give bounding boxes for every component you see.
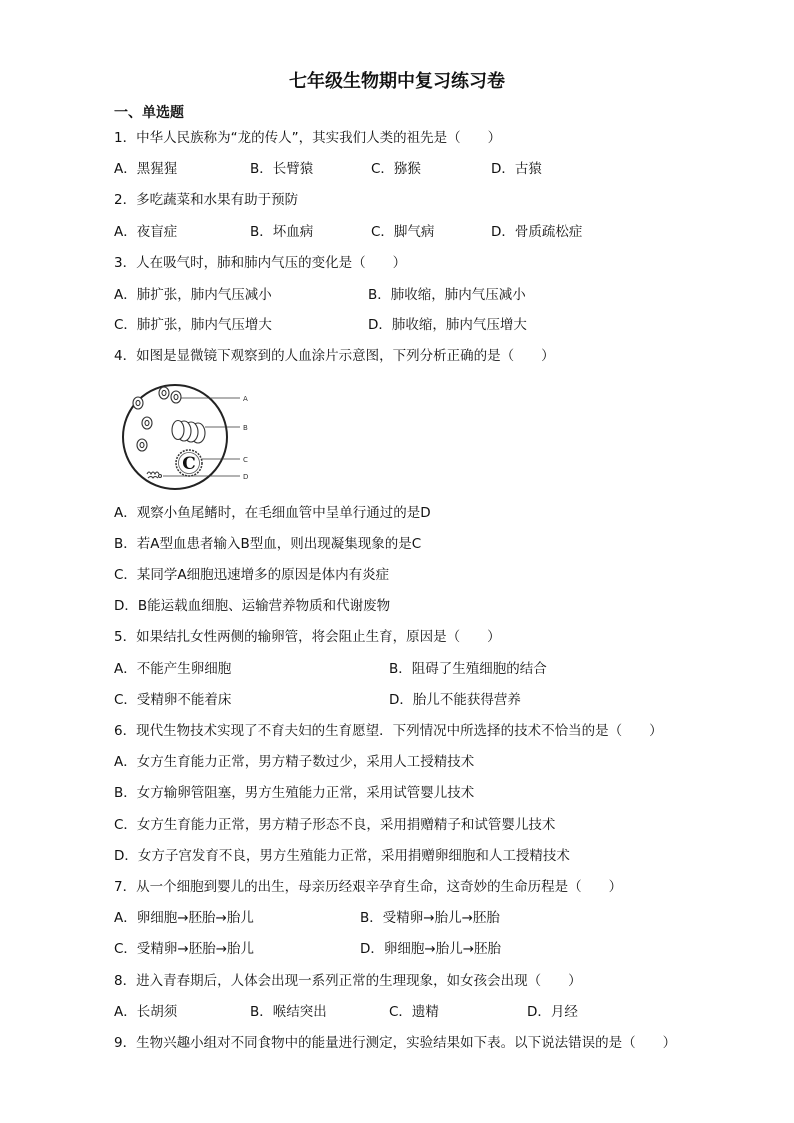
q2-option-b: B．坏血病 [250, 224, 314, 240]
q8-option-d: D．月经 [527, 1004, 578, 1020]
q8-option-a: A．长胡须 [114, 1004, 178, 1020]
q7-option-d: D．卵细胞→胎儿→胚胎 [360, 941, 502, 957]
q6-option-d: D．女方子宫发育不良，男方生殖能力正常，采用捐赠卵细胞和人工授精技术 [114, 848, 570, 864]
q4-option-c: C．某同学A细胞迅速增多的原因是体内有炎症 [114, 567, 390, 583]
question-3-stem: 3．人在吸气时，肺和肺内气压的变化是（ ） [114, 255, 407, 271]
q8-option-c: C．遗精 [389, 1004, 439, 1020]
red-blood-cells [133, 387, 181, 451]
label-b: B [243, 424, 248, 432]
blood-smear-diagram [114, 381, 264, 495]
q6-option-b: B．女方输卵管阻塞，男方生殖能力正常，采用试管婴儿技术 [114, 785, 475, 801]
question-1-stem: 1．中华人民族称为“龙的传人”，其实我们人类的祖先是（ ） [114, 130, 502, 146]
q2-option-a: A．夜盲症 [114, 224, 178, 240]
question-2-stem: 2．多吃蔬菜和水果有助于预防 [114, 192, 299, 208]
q1-option-c: C．猕猴 [371, 161, 421, 177]
q3-option-b: B．肺收缩，肺内气压减小 [368, 287, 526, 303]
q4-option-d: D．B能运载血细胞、运输营养物质和代谢废物 [114, 598, 391, 614]
q4-option-a: A．观察小鱼尾鳍时，在毛细血管中呈单行通过的是D [114, 505, 431, 521]
platelets [147, 472, 162, 478]
q1-option-b: B．长臂猿 [250, 161, 314, 177]
question-7-stem: 7．从一个细胞到婴儿的出生，母亲历经艰辛孕育生命，这奇妙的生命历程是（ ） [114, 879, 623, 895]
q7-option-a: A．卵细胞→胚胎→胎儿 [114, 910, 254, 926]
q4-option-b: B．若A型血患者输入B型血，则出现凝集现象的是C [114, 536, 422, 552]
question-5-stem: 5．如果结扎女性两侧的输卵管，将会阻止生育，原因是（ ） [114, 629, 501, 645]
q8-option-b: B．喉结突出 [250, 1004, 327, 1020]
q5-option-b: B．阻碍了生殖细胞的结合 [389, 661, 547, 677]
section-heading: 一、单选题 [114, 105, 184, 121]
q2-option-d: D．骨质疏松症 [491, 224, 583, 240]
q5-option-c: C．受精卵不能着床 [114, 692, 232, 708]
label-c: C [243, 456, 248, 464]
q7-option-c: C．受精卵→胚胎→胎儿 [114, 941, 255, 957]
question-4-stem: 4．如图是显微镜下观察到的人血涂片示意图，下列分析正确的是（ ） [114, 348, 555, 364]
label-d: D [243, 473, 249, 481]
page-title: 七年级生物期中复习练习卷 [289, 71, 505, 92]
label-a: A [243, 395, 248, 403]
q5-option-a: A．不能产生卵细胞 [114, 661, 232, 677]
white-cell-letter: C [182, 454, 196, 474]
q3-option-a: A．肺扩张，肺内气压减小 [114, 287, 272, 303]
q6-option-a: A．女方生育能力正常，男方精子数过少，采用人工授精技术 [114, 754, 475, 770]
q3-option-d: D．肺收缩，肺内气压增大 [368, 317, 527, 333]
stacked-red-cells [172, 421, 205, 444]
q1-option-a: A．黑猩猩 [114, 161, 178, 177]
q7-option-b: B．受精卵→胎儿→胚胎 [360, 910, 500, 926]
question-6-stem: 6．现代生物技术实现了不育夫妇的生育愿望．下列情况中所选择的技术不恰当的是（ ） [114, 723, 663, 739]
question-9-stem: 9．生物兴趣小组对不同食物中的能量进行测定，实验结果如下表。以下说法错误的是（ ） [114, 1035, 677, 1051]
q2-option-c: C．脚气病 [371, 224, 435, 240]
q3-option-c: C．肺扩张，肺内气压增大 [114, 317, 272, 333]
q1-option-d: D．古猿 [491, 161, 542, 177]
q5-option-d: D．胎儿不能获得营养 [389, 692, 521, 708]
question-8-stem: 8．进入青春期后，人体会出现一系列正常的生理现象，如女孩会出现（ ） [114, 973, 582, 989]
q6-option-c: C．女方生育能力正常，男方精子形态不良，采用捐赠精子和试管婴儿技术 [114, 817, 556, 833]
